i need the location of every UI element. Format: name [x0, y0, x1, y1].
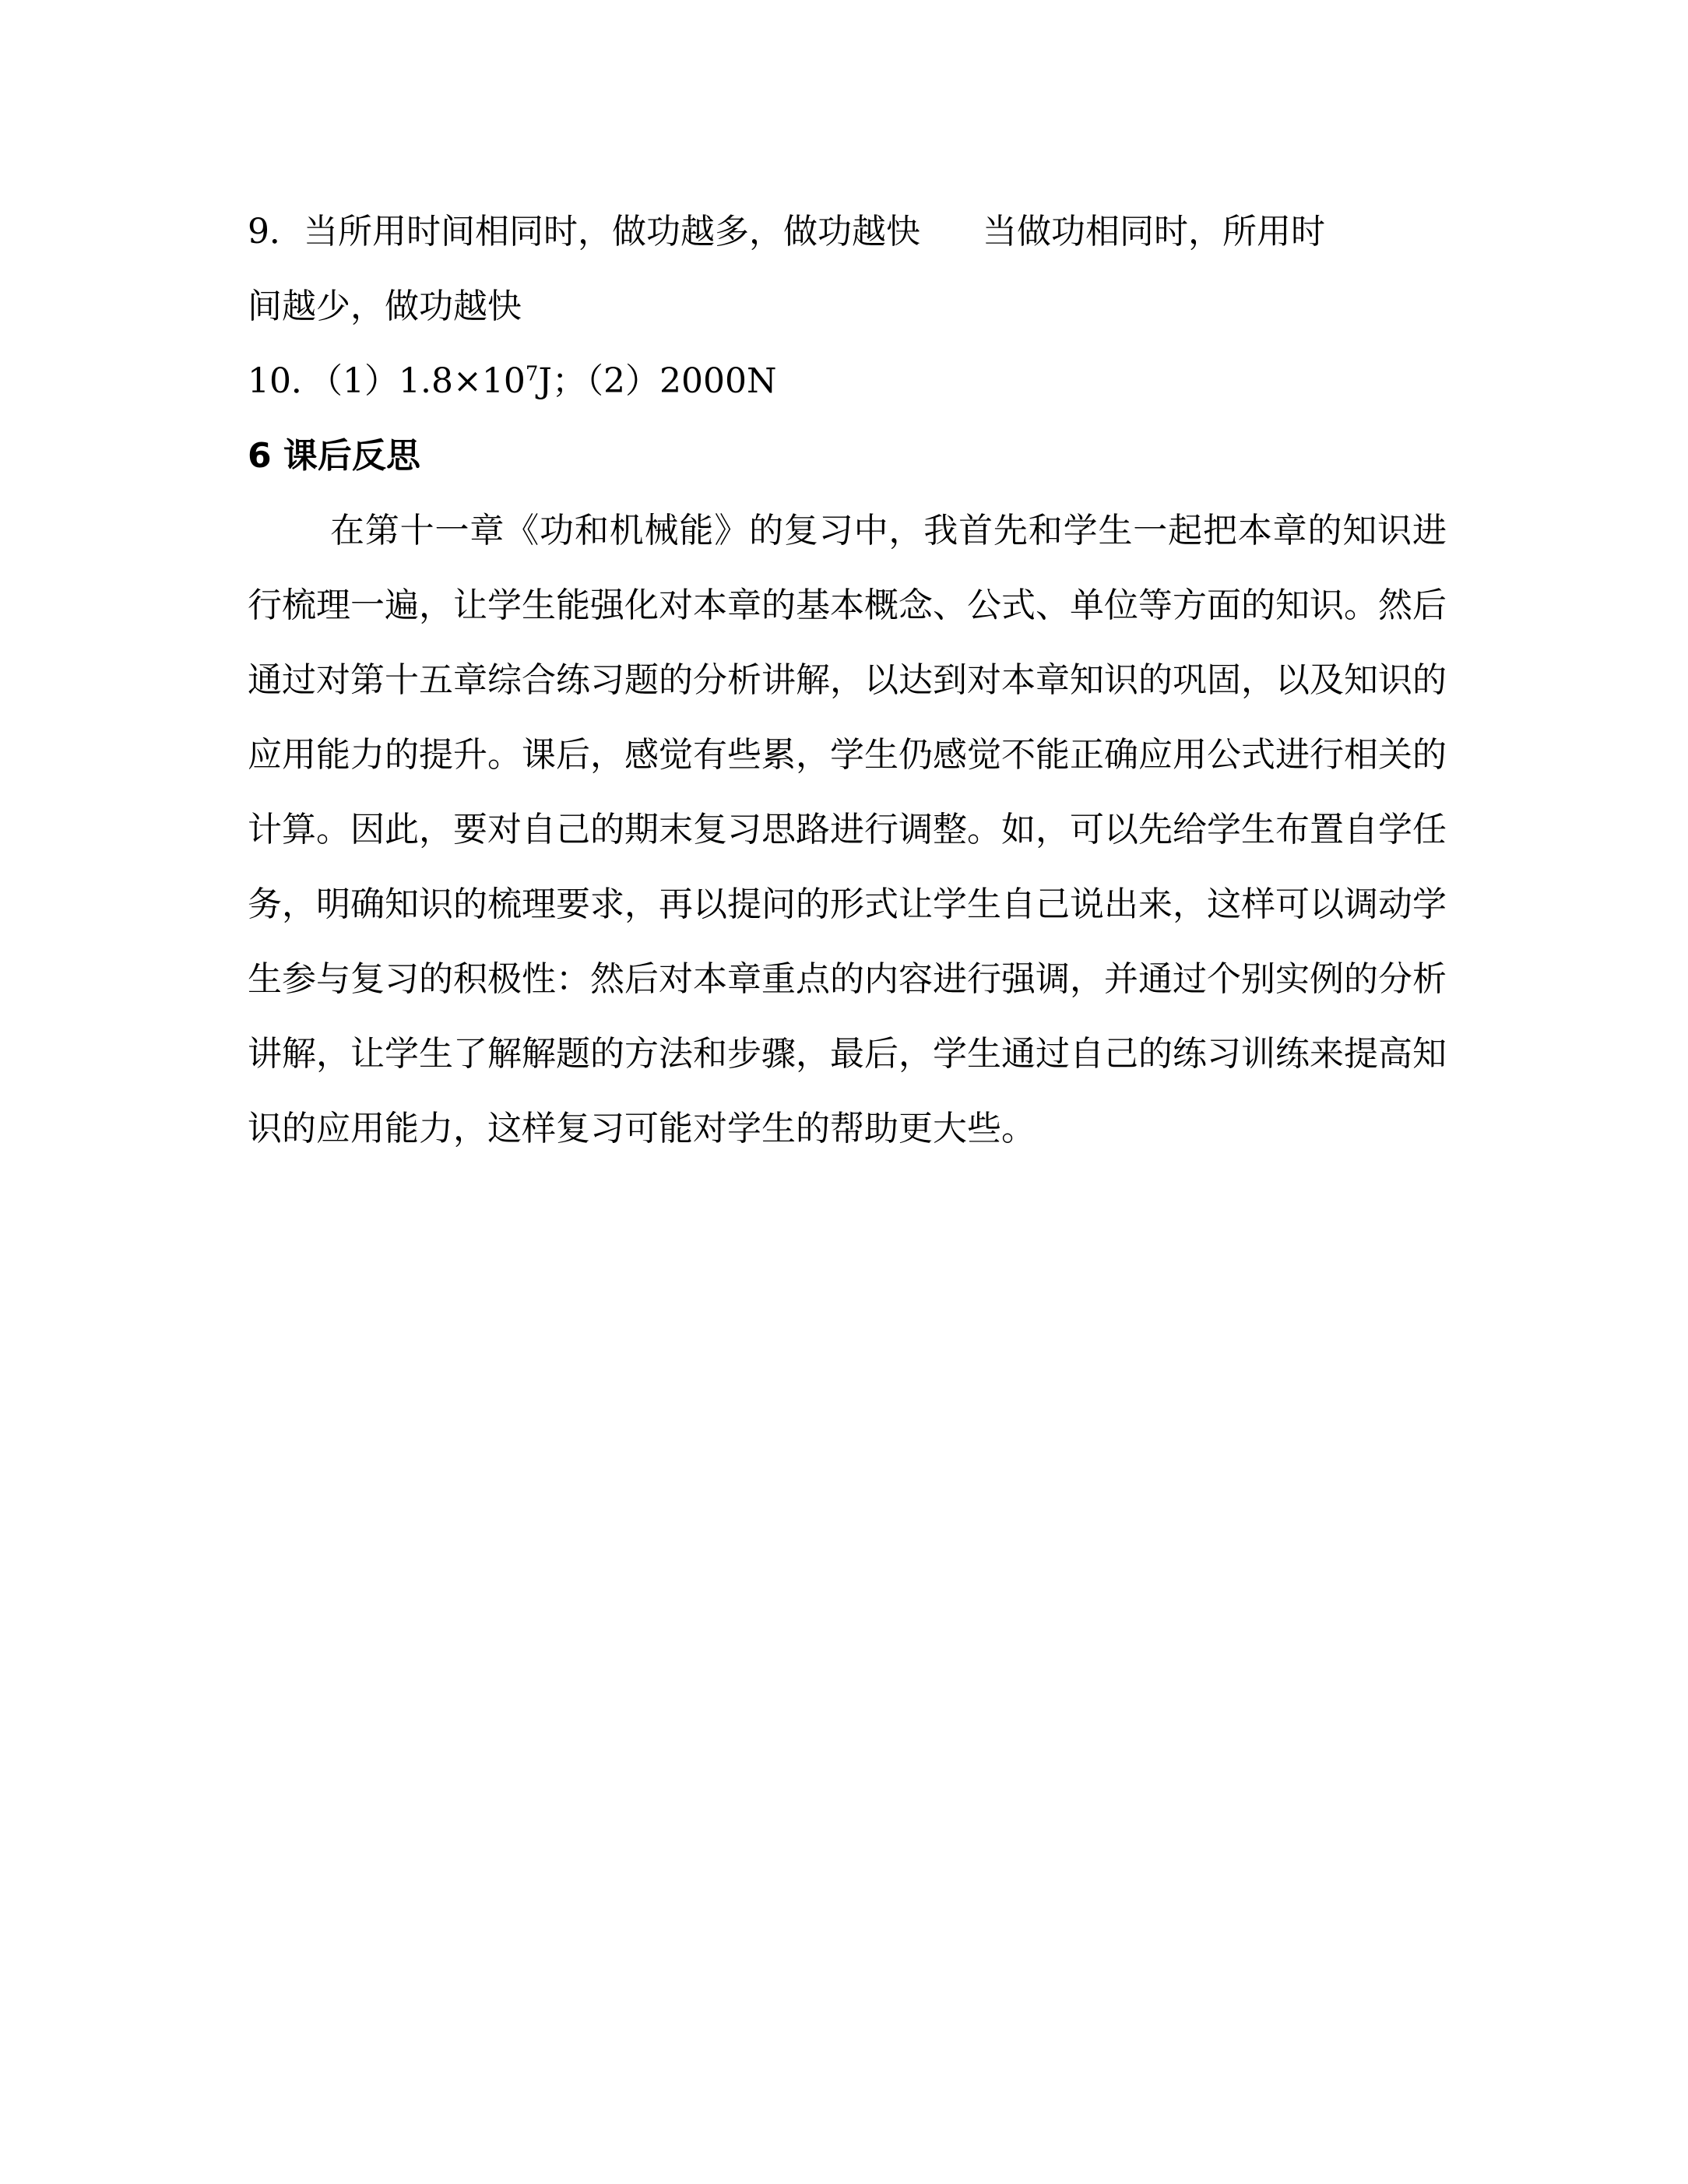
answer-10: [248, 344, 1447, 419]
answer-10-prefix: 10．（1）1.8×10: [248, 361, 526, 401]
section-heading: 6 课后反思: [248, 436, 420, 476]
answer-9-line-2: 间越少，做功越快: [248, 287, 522, 326]
answer-10-exponent: 7: [525, 362, 539, 386]
answer-9-part-2: 当做功相同时，所用时: [983, 212, 1325, 251]
answer-9-line-1: [248, 195, 1447, 269]
answer-9-part-1: 9．当所用时间相同时，做功越多，做功越快: [248, 212, 920, 251]
reflection-paragraph: 在第十一章《功和机械能》的复习中，我首先和学生一起把本章的知识进行梳理一遍，让学生能强化对本章的基本概念、公式、单位等方面的知识。然后通过对第十五章综合练习题的分析讲解，以达到对本章知识的巩固，以及知识的应用能力的提升。课后，感觉有些累，学生仍感觉不能正确应用公式进行相关的计算。因此，要对自己的期末复习思路进行调整。如，可以先给学生布置自学任务，明确知识的梳理要求，再以提问的形式让学生自己说出来，这样可以调动学生参与复习的积极性：然后对本章重点的内容进行强调，并通过个别实例的分析讲解，让学生了解解题的方法和步骤，最后，学生通过自己的练习训练来提高知识的应用能力，这样复习可能对学生的帮助更大些。: [248, 511, 1447, 1148]
document-page: [248, 195, 1447, 1166]
answer-10-suffix: J；（2）2000N: [538, 361, 777, 401]
